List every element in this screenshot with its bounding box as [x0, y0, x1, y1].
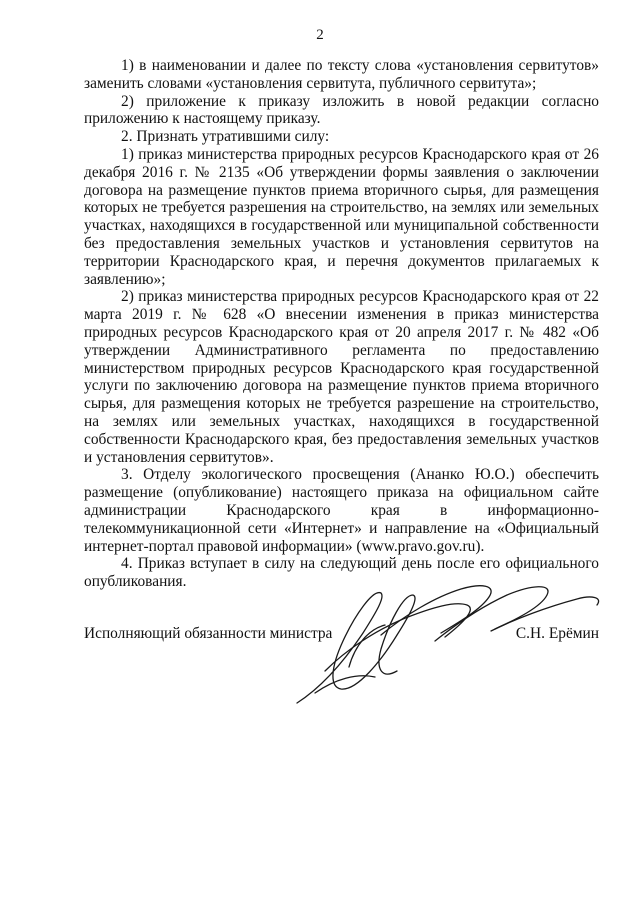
- handwritten-signature: [285, 575, 615, 715]
- paragraph-3: 3. Отделу экологического просвещения (Ананко Ю.О.) обеспечить размещение (опубликование) настоящего приказа на официальном сайте администрации Краснодарского края в информационно-телекоммуникационной сети «Интернет» и направление на «Официальный интернет-портал правовой информации» (www.pravo.gov.ru).: [84, 466, 599, 555]
- paragraph-2-1: 1) приказ министерства природных ресурсов Краснодарского края от 26 декабря 2016 г. № 2135 «Об утверждении формы заявления о заключении договора на размещение пунктов приема вторичного сырья, для размещения которых не требуется разрешения на строительство, на землях или земельных участках, находящихся в государственной или муниципальной собственности без предоставления земельных участков и установления сервитутов на территории Краснодарского края, и перечня документов прилагаемых к заявлению»;: [84, 145, 599, 288]
- document-body: [84, 57, 599, 591]
- paragraph-2: 2. Признать утратившими силу:: [121, 128, 330, 146]
- signatory-title: Исполняющий обязанности министра: [84, 625, 333, 642]
- signatory-name: С.Н. Ерёмин: [515, 625, 599, 642]
- paragraph-4: 4. Приказ вступает в силу на следующий день после его официального опубликования.: [84, 555, 599, 591]
- paragraph-1-1: 1) в наименовании и далее по тексту слова «установления сервитутов» заменить словами «установления сервитута, публичного сервитута»;: [84, 57, 599, 92]
- page-number: 2: [316, 27, 324, 43]
- paragraph-1-2: 2) приложение к приказу изложить в новой редакции согласно приложению к настоящему приказу.: [84, 92, 599, 128]
- paragraph-2-2: 2) приказ министерства природных ресурсов Краснодарского края от 22 марта 2019 г. № 628 «О внесении изменения в приказ министерства природных ресурсов Краснодарского края от 20 апреля 2017 г. № 482 «Об утверждении Административного регламента по предоставлению министерством природных ресурсов Краснодарского края государственной услуги по заключению договора на размещение пунктов приема вторичного сырья, для размещения которых не требуется разрешение на строительство, на землях или земельных участках, находящихся в государственной собственности Краснодарского края, без предоставления земельных участков и установления сервитутов».: [84, 288, 599, 466]
